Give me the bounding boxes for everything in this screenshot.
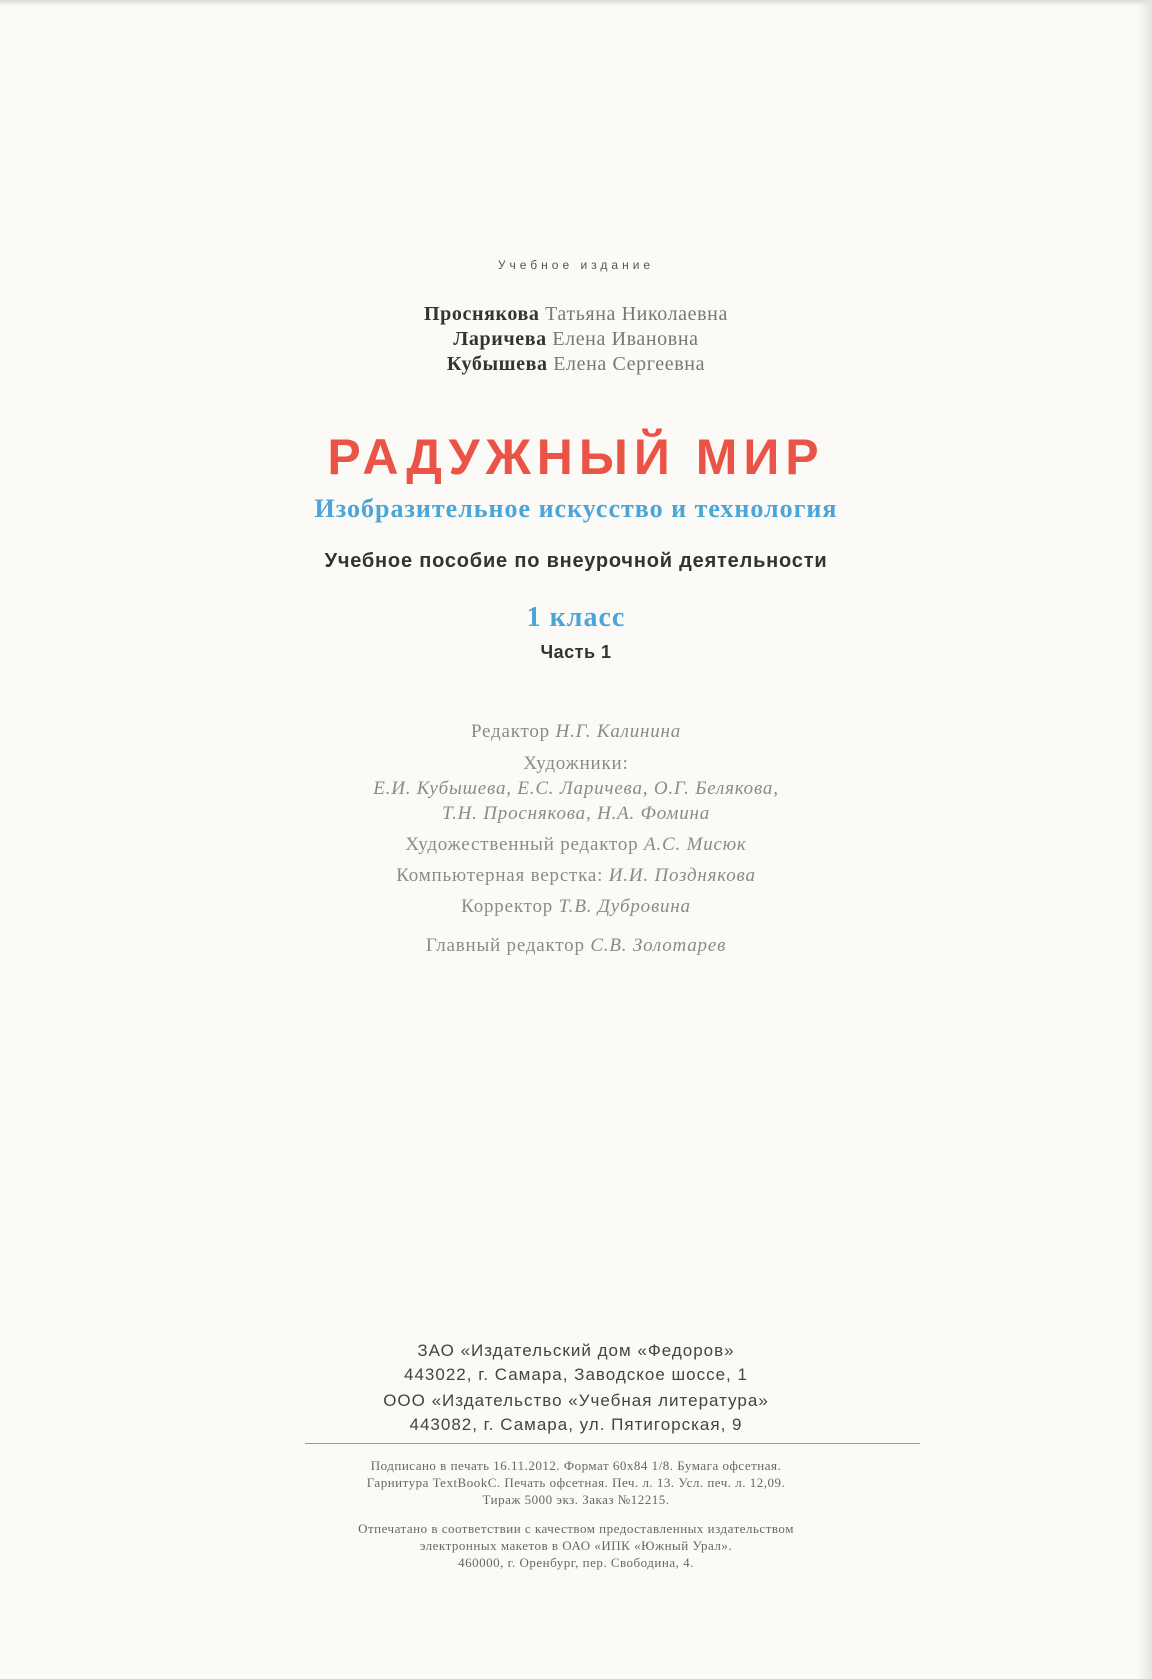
credit-proofreader [0, 896, 1152, 918]
author-given-name: Елена Ивановна [552, 328, 699, 350]
printing-line: Отпечатано в соответствии с качеством предоставленных издательством [358, 1521, 794, 1536]
credit-name: С.В. Золотарев [590, 935, 727, 956]
grade-label: 1 класс [526, 602, 626, 633]
credit-layout [0, 865, 1152, 887]
publisher-line: 443022, г. Самара, Заводское шоссе, 1 [404, 1365, 748, 1384]
publisher-line: ООО «Издательство «Учебная литература» [383, 1391, 769, 1410]
page-edge-top [0, 0, 1152, 6]
publisher-line: ЗАО «Издательский дом «Федоров» [417, 1341, 735, 1360]
credit-role: Компьютерная верстка: [396, 865, 604, 886]
book-title: РАДУЖНЫЙ МИР [327, 429, 825, 485]
publisher-block [0, 1339, 1152, 1437]
credit-chief-editor [0, 935, 1152, 957]
author-surname: Проснякова [424, 303, 540, 325]
credit-name: Н.Г. Калинина [555, 721, 682, 742]
credit-role: Главный редактор [425, 935, 585, 956]
printing-block [0, 1520, 1152, 1571]
credit-artists-line [0, 803, 1152, 825]
imprint-line: Подписано в печать 16.11.2012. Формат 60х84 1/8. Бумага офсетная. [370, 1458, 782, 1473]
credit-editor [0, 721, 1152, 743]
credit-artists-line [0, 778, 1152, 800]
book-subtitle: Изобразительное искусство и технология [314, 494, 838, 523]
author-surname: Ларичева [453, 328, 547, 350]
author-given-name: Елена Сергеевна [553, 353, 706, 375]
author-surname: Кубышева [446, 353, 548, 375]
credit-name: А.С. Мисюк [644, 834, 747, 855]
imprint-block [0, 1457, 1152, 1508]
credit-role: Художественный редактор [405, 834, 639, 855]
credit-artists-label: Художники: [523, 753, 629, 774]
publisher-line: 443082, г. Самара, ул. Пятигорская, 9 [409, 1415, 743, 1434]
printing-line: 460000, г. Оренбург, пер. Свободина, 4. [458, 1555, 694, 1570]
author-given-name: Татьяна Николаевна [545, 303, 728, 325]
printing-line: электронных макетов в ОАО «ИПК «Южный Урал». [419, 1538, 733, 1553]
credit-name: Т.В. Дубровина [558, 896, 691, 917]
part-label: Часть 1 [540, 642, 612, 662]
author-line [0, 352, 1152, 377]
credit-role: Редактор [470, 721, 550, 742]
credit-art-editor [0, 834, 1152, 856]
credit-role: Корректор [461, 896, 554, 917]
imprint-line: Гарнитура TextBookC. Печать офсетная. Печ. л. 13. Усл. печ. л. 12,09. [366, 1475, 786, 1490]
book-purpose: Учебное пособие по внеурочной деятельности [324, 550, 828, 572]
author-line [0, 327, 1152, 352]
author-line [0, 302, 1152, 327]
credit-name: И.И. Позднякова [608, 865, 756, 886]
imprint-line: Тираж 5000 экз. Заказ №12215. [482, 1492, 670, 1507]
credit-name: Т.Н. Проснякова, Н.А. Фомина [441, 803, 711, 824]
edition-label: Учебное издание [497, 258, 655, 272]
authors-block [0, 302, 1152, 377]
credit-name: Е.И. Кубышева, Е.С. Ларичева, О.Г. Белякова, [373, 778, 779, 799]
divider [305, 1443, 920, 1444]
